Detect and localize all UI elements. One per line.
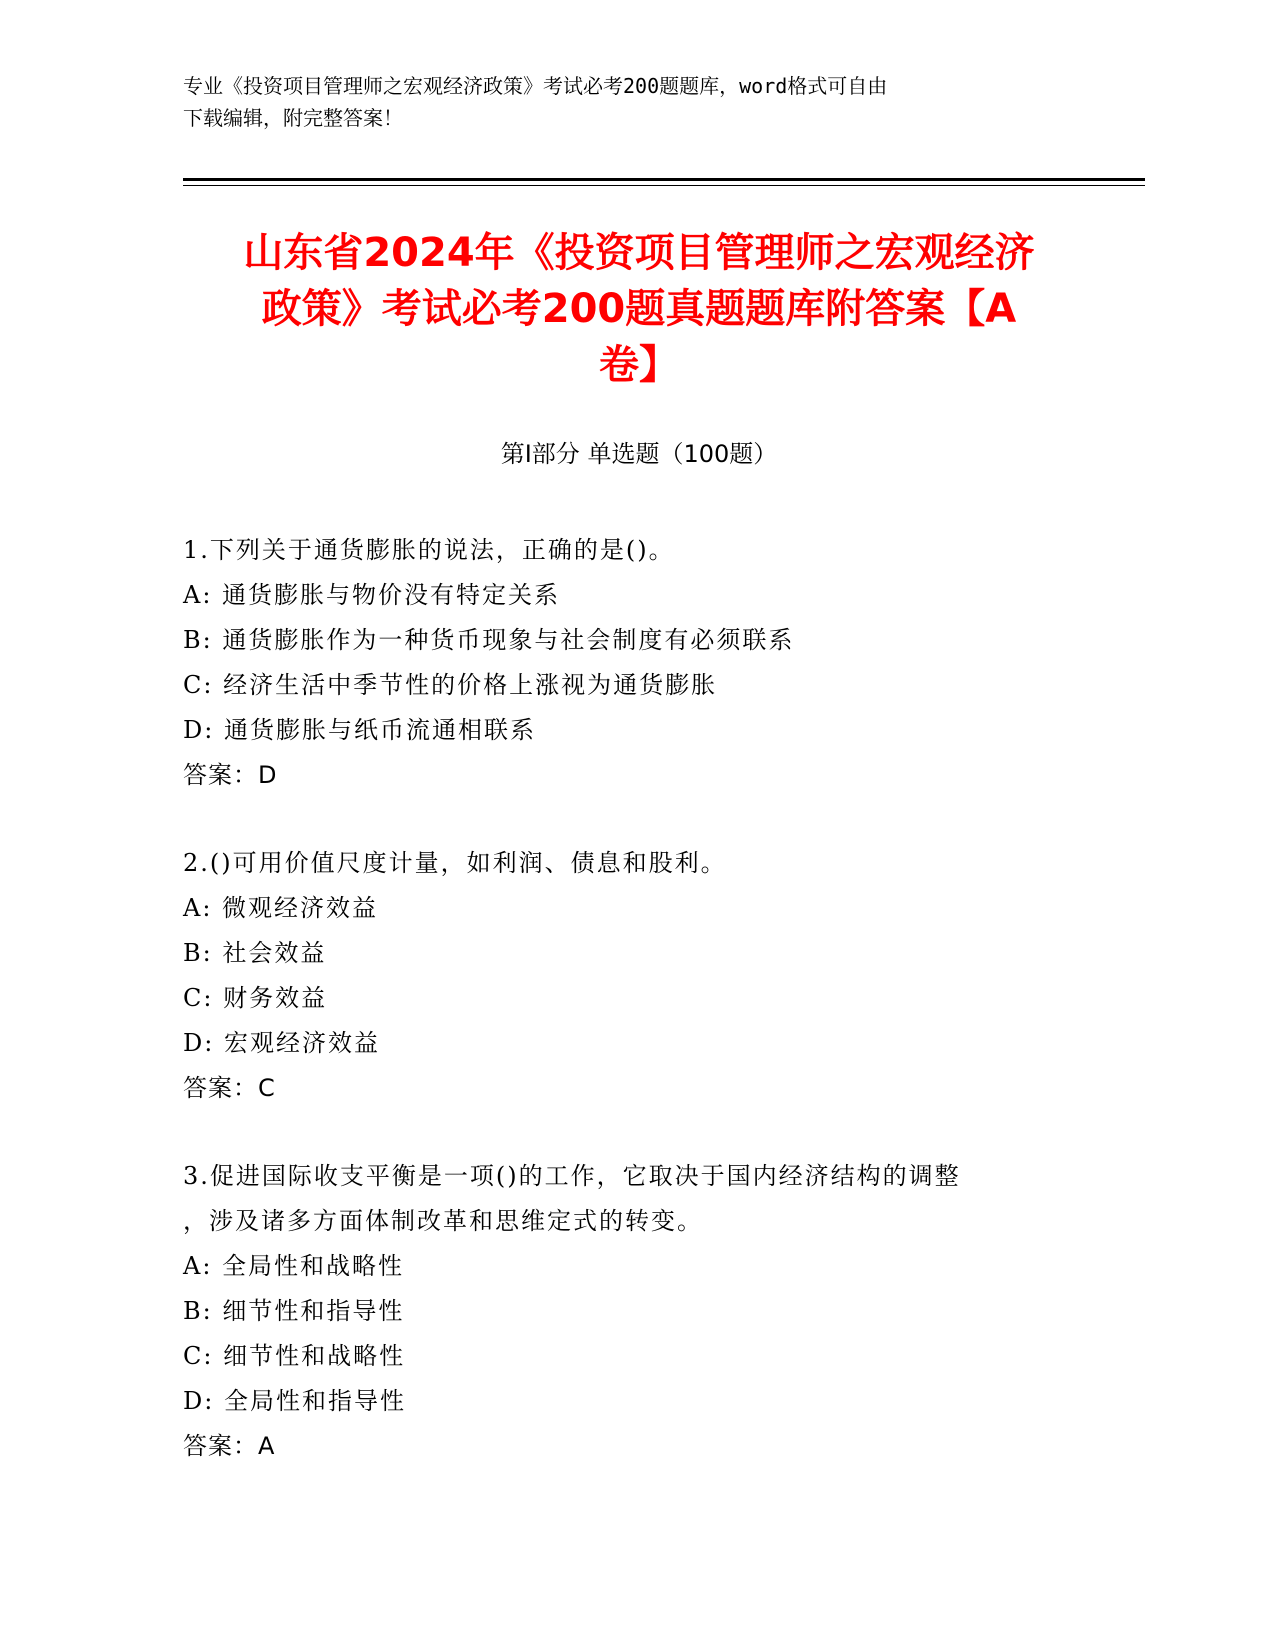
question-1 [183, 528, 1083, 798]
answer-line: 答案：D [183, 761, 278, 789]
header-line-1: 专业《投资项目管理师之宏观经济政策》考试必考200题题库，word格式可自由 [183, 74, 888, 98]
header-divider-thin [183, 185, 1145, 186]
header-line-2: 下载编辑，附完整答案！ [183, 106, 403, 130]
question-stem: 3.促进国际收支平衡是一项()的工作，它取决于国内经济结构的调整 [183, 1162, 961, 1190]
question-list [183, 528, 1083, 1512]
option-a: A: 全局性和战略性 [183, 1252, 405, 1280]
question-stem-continued: ，涉及诸多方面体制改革和思维定式的转变。 [183, 1207, 703, 1235]
question-stem: 1.下列关于通货膨胀的说法，正确的是()。 [183, 536, 675, 564]
title-line-2: 政策》考试必考200题真题题库附答案【A [261, 286, 1017, 332]
option-b: B: 细节性和指导性 [183, 1297, 405, 1325]
option-a: A: 微观经济效益 [183, 894, 379, 922]
question-2 [183, 841, 1083, 1111]
title-line-1: 山东省2024年《投资项目管理师之宏观经济 [243, 230, 1035, 276]
option-d: D: 通货膨胀与纸币流通相联系 [183, 716, 536, 744]
document-header [183, 70, 1083, 134]
title-line-3: 卷】 [599, 342, 679, 388]
answer-line: 答案：C [183, 1074, 276, 1102]
option-c: C: 细节性和战略性 [183, 1342, 406, 1370]
option-a: A: 通货膨胀与物价没有特定关系 [183, 581, 561, 609]
option-d: D: 全局性和指导性 [183, 1387, 406, 1415]
answer-line: 答案：A [183, 1432, 276, 1460]
question-3 [183, 1154, 1083, 1469]
option-c: C: 经济生活中季节性的价格上涨视为通货膨胀 [183, 671, 718, 699]
option-b: B: 社会效益 [183, 939, 327, 967]
question-stem: 2.()可用价值尺度计量，如利润、债息和股利。 [183, 849, 727, 877]
option-d: D: 宏观经济效益 [183, 1029, 380, 1057]
section-heading: 第I部分 单选题（100题） [500, 440, 778, 468]
option-b: B: 通货膨胀作为一种货币现象与社会制度有必须联系 [183, 626, 795, 654]
document-title [183, 225, 1095, 393]
option-c: C: 财务效益 [183, 984, 328, 1012]
header-divider-thick [183, 178, 1145, 181]
